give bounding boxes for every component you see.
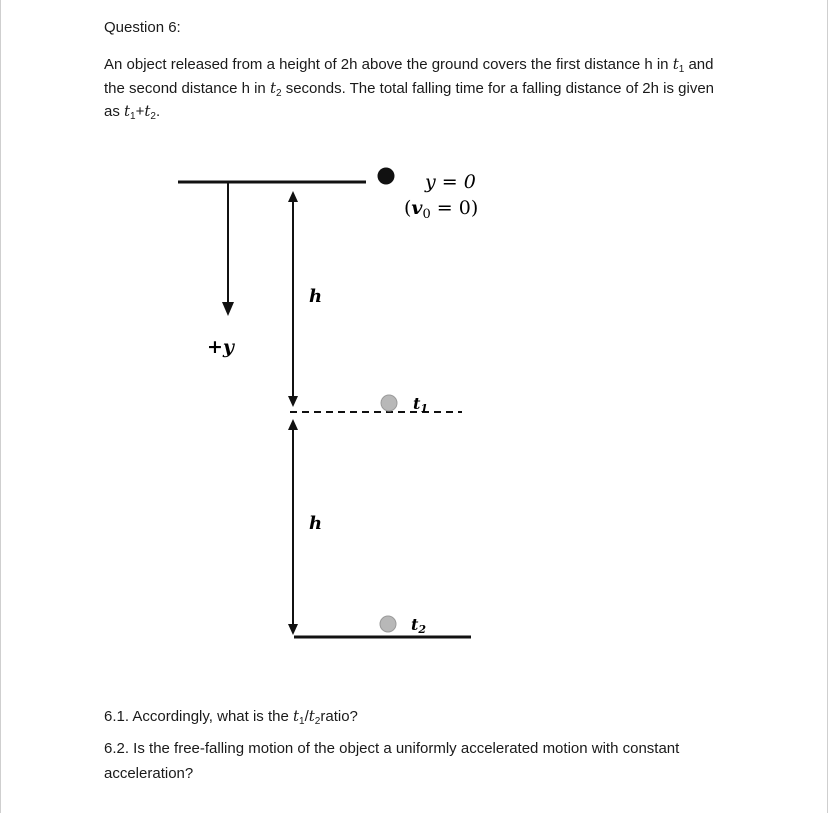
sum-t2-symbol: t bbox=[144, 102, 151, 120]
t1-symbol: t bbox=[672, 55, 679, 73]
ratio-t2-symbol: t bbox=[308, 707, 315, 725]
label-t2: t2 bbox=[411, 615, 427, 636]
stem-end: . bbox=[155, 103, 161, 120]
lower-h-dimension-arrow bbox=[288, 419, 298, 635]
t1-subscript: 1 bbox=[678, 64, 685, 75]
label-t1: t1 bbox=[413, 394, 429, 415]
t2-subscript: 2 bbox=[275, 87, 282, 99]
q1-suffix: ratio? bbox=[320, 708, 358, 725]
ratio-t1-symbol: t bbox=[293, 707, 300, 725]
t2-symbol: t bbox=[269, 78, 276, 97]
q1-prefix: 6.1. Accordingly, what is the bbox=[104, 708, 293, 725]
label-h-upper: h bbox=[309, 286, 323, 307]
label-y-equals-zero: y = 0 bbox=[425, 171, 476, 193]
stem-text-2: and the second distance h in bbox=[104, 56, 714, 97]
label-plus-y: +y bbox=[207, 336, 234, 358]
ratio-slash: / bbox=[304, 708, 309, 725]
label-h-lower: h bbox=[309, 513, 323, 534]
sum-t1-subscript: 1 bbox=[130, 111, 136, 122]
ball-t2-position bbox=[380, 616, 396, 632]
upper-h-dimension-arrow bbox=[288, 191, 298, 407]
question-title: Question 6: bbox=[104, 19, 181, 36]
question-6-1 bbox=[104, 704, 724, 730]
sum-t1-symbol: t bbox=[124, 102, 131, 120]
label-v0-equals-zero: $(v_0 = 0)$ bbox=[404, 197, 479, 222]
plus-sign: + bbox=[135, 103, 145, 120]
sum-t2-subscript: 2 bbox=[150, 111, 156, 122]
ratio-t1-subscript: 1 bbox=[299, 716, 305, 727]
question-6-2: 6.2. Is the free-falling motion of the object a uniformly accelerated motion with constant acceleration? bbox=[104, 740, 680, 782]
positive-y-arrow bbox=[222, 183, 234, 316]
ratio-t2-subscript: 2 bbox=[314, 716, 321, 727]
ball-t1-position bbox=[381, 395, 397, 411]
stem-text-3: seconds. The total falling time for a falling distance of 2h is given as bbox=[104, 79, 715, 120]
ball-start bbox=[378, 168, 395, 185]
stem-text-1: An object released from a height of 2h above the ground covers the first distance h in bbox=[104, 56, 673, 73]
